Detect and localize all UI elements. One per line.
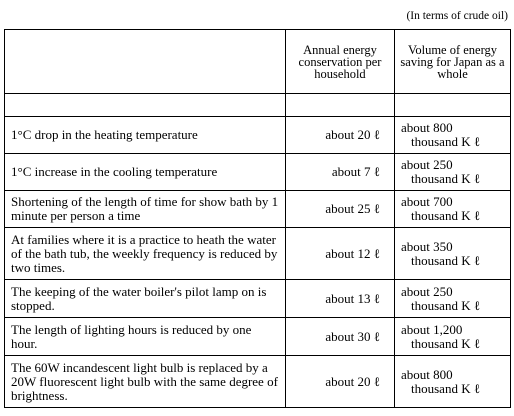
national-cell	[395, 280, 511, 318]
household-cell: about 20 ℓ	[286, 356, 395, 408]
spacer-cell	[5, 94, 286, 117]
national-cell	[395, 154, 511, 191]
table-row	[5, 356, 511, 408]
national-value: about 350	[401, 238, 453, 254]
national-unit: thousand K ℓ	[411, 134, 481, 149]
table-spacer-row	[5, 94, 511, 117]
national-value: about 250	[401, 283, 453, 299]
table-row	[5, 318, 511, 356]
household-cell: about 20 ℓ	[286, 117, 395, 154]
measure-cell: The keeping of the water boiler's pilot lamp on is stopped.	[5, 280, 286, 318]
household-cell: about 7 ℓ	[286, 154, 395, 191]
national-value: about 700	[401, 194, 453, 209]
energy-saving-table	[4, 29, 511, 408]
unit-note: (In terms of crude oil)	[406, 10, 508, 22]
measure-cell: 1°C increase in the cooling temperature	[5, 154, 286, 191]
spacer-cell	[286, 94, 395, 117]
national-unit: thousand K ℓ	[411, 252, 481, 268]
national-cell	[395, 356, 511, 408]
table-header-row	[5, 30, 511, 94]
national-unit: thousand K ℓ	[411, 335, 481, 351]
national-value: about 800	[401, 366, 453, 382]
national-value: about 250	[401, 157, 453, 172]
table-row	[5, 280, 511, 318]
household-cell: about 25 ℓ	[286, 191, 395, 228]
national-cell	[395, 318, 511, 356]
national-unit: thousand K ℓ	[411, 380, 481, 396]
national-unit: thousand K ℓ	[411, 208, 481, 223]
household-cell: about 30 ℓ	[286, 318, 395, 356]
national-cell	[395, 117, 511, 154]
national-cell	[395, 191, 511, 228]
measure-cell: The length of lighting hours is reduced by one hour.	[5, 318, 286, 356]
header-national: Volume of energy saving for Japan as a whole	[395, 30, 511, 94]
spacer-cell	[395, 94, 511, 117]
household-cell: about 12 ℓ	[286, 228, 395, 280]
national-value: about 800	[401, 120, 453, 135]
table-row	[5, 154, 511, 191]
household-cell: about 13 ℓ	[286, 280, 395, 318]
national-unit: thousand K ℓ	[411, 171, 481, 186]
table-row	[5, 191, 511, 228]
national-unit: thousand K ℓ	[411, 297, 481, 313]
measure-cell: At families where it is a practice to heath the water of the bath tub, the weekly frequency is reduced by two times.	[5, 228, 286, 280]
national-cell	[395, 228, 511, 280]
table-row	[5, 117, 511, 154]
measure-cell: 1°C drop in the heating temperature	[5, 117, 286, 154]
table-row	[5, 228, 511, 280]
header-measure	[5, 30, 286, 94]
measure-cell: The 60W incandescent light bulb is replaced by a 20W fluorescent light bulb with the same degree of brightness.	[5, 356, 286, 408]
measure-cell: Shortening of the length of time for show bath by 1 minute per person a time	[5, 191, 286, 228]
national-value: about 1,200	[401, 321, 463, 337]
header-household: Annual energy conservation per household	[286, 30, 395, 94]
